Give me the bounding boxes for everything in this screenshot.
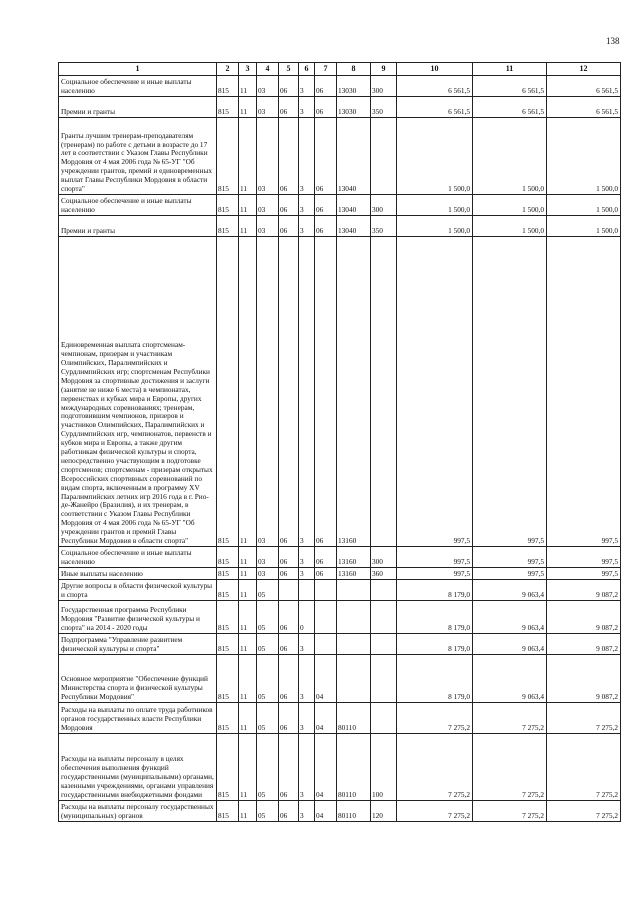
code-cell: 120 (371, 801, 397, 822)
amount-cell: 997,5 (547, 237, 621, 547)
code-cell: 06 (279, 76, 299, 97)
code-cell: 3 (299, 634, 315, 655)
column-header: 4 (257, 63, 279, 76)
budget-table (58, 62, 621, 822)
amount-cell: 8 179,0 (397, 601, 473, 634)
code-cell: 80110 (337, 801, 371, 822)
row-description: Премии и гранты (59, 216, 217, 237)
code-cell: 03 (257, 237, 279, 547)
column-header: 6 (299, 63, 315, 76)
table-row (59, 547, 621, 568)
amount-cell: 997,5 (397, 568, 473, 580)
code-cell: 3 (299, 734, 315, 801)
code-cell: 815 (217, 601, 239, 634)
code-cell (371, 703, 397, 734)
row-description: Подпрограмма "Управление развитием физической культуры и спорта" (59, 634, 217, 655)
code-cell: 815 (217, 216, 239, 237)
code-cell: 815 (217, 97, 239, 118)
code-cell: 0 (299, 601, 315, 634)
code-cell: 13030 (337, 97, 371, 118)
code-cell: 3 (299, 703, 315, 734)
code-cell: 11 (239, 547, 257, 568)
row-description: Основное мероприятие "Обеспечение функций Министерства спорта и физической культуры Республики Мордовия" (59, 655, 217, 703)
row-description: Расходы на выплаты персоналу в целях обеспечения выполнения функций государственными (муниципальными) органами, казенными учреждениями, органами управления государственными внебюджетными фондами (59, 734, 217, 801)
amount-cell: 9 087,2 (547, 634, 621, 655)
code-cell (337, 655, 371, 703)
code-cell: 04 (315, 703, 337, 734)
amount-cell: 7 275,2 (473, 801, 547, 822)
code-cell (371, 655, 397, 703)
table-row (59, 195, 621, 216)
table-row (59, 634, 621, 655)
code-cell: 06 (315, 237, 337, 547)
amount-cell: 7 275,2 (397, 734, 473, 801)
column-header: 1 (59, 63, 217, 76)
table-row (59, 568, 621, 580)
code-cell: 05 (257, 655, 279, 703)
code-cell: 11 (239, 76, 257, 97)
code-cell: 80110 (337, 734, 371, 801)
code-cell: 04 (315, 655, 337, 703)
code-cell: 815 (217, 195, 239, 216)
amount-cell: 997,5 (547, 547, 621, 568)
code-cell (371, 237, 397, 547)
table-row (59, 216, 621, 237)
amount-cell: 7 275,2 (547, 734, 621, 801)
amount-cell: 8 179,0 (397, 580, 473, 601)
code-cell: 04 (315, 734, 337, 801)
amount-cell: 8 179,0 (397, 634, 473, 655)
amount-cell: 6 561,5 (473, 76, 547, 97)
amount-cell: 1 500,0 (397, 118, 473, 195)
code-cell: 3 (299, 76, 315, 97)
amount-cell: 1 500,0 (473, 118, 547, 195)
code-cell: 815 (217, 801, 239, 822)
column-header: 9 (371, 63, 397, 76)
table-row (59, 97, 621, 118)
code-cell: 06 (279, 734, 299, 801)
code-cell (371, 118, 397, 195)
amount-cell: 997,5 (473, 237, 547, 547)
code-cell: 815 (217, 580, 239, 601)
code-cell: 11 (239, 195, 257, 216)
row-description: Расходы на выплаты по оплате труда работников органов государственных власти Республики Мордовия (59, 703, 217, 734)
row-description: Премии и гранты (59, 97, 217, 118)
column-header: 11 (473, 63, 547, 76)
column-header: 7 (315, 63, 337, 76)
amount-cell: 7 275,2 (397, 801, 473, 822)
code-cell (371, 601, 397, 634)
code-cell: 03 (257, 216, 279, 237)
amount-cell: 9 063,4 (473, 601, 547, 634)
code-cell: 815 (217, 547, 239, 568)
code-cell: 11 (239, 580, 257, 601)
code-cell: 06 (315, 568, 337, 580)
code-cell: 3 (299, 216, 315, 237)
table-row (59, 237, 621, 547)
code-cell (337, 601, 371, 634)
code-cell (315, 601, 337, 634)
code-cell: 06 (279, 801, 299, 822)
amount-cell: 7 275,2 (547, 801, 621, 822)
code-cell: 03 (257, 547, 279, 568)
amount-cell: 1 500,0 (397, 216, 473, 237)
column-header: 2 (217, 63, 239, 76)
code-cell: 350 (371, 216, 397, 237)
row-description: Государственная программа Республики Мордовия "Развитие физической культуры и спорта" на 2014 - 2020 годы (59, 601, 217, 634)
amount-cell: 1 500,0 (547, 195, 621, 216)
code-cell: 3 (299, 195, 315, 216)
code-cell: 06 (279, 568, 299, 580)
code-cell: 03 (257, 76, 279, 97)
code-cell: 06 (279, 655, 299, 703)
table-row (59, 655, 621, 703)
row-description: Социальное обеспечение и иные выплаты населению (59, 76, 217, 97)
code-cell: 05 (257, 580, 279, 601)
code-cell: 13160 (337, 547, 371, 568)
code-cell: 05 (257, 734, 279, 801)
page-number: 138 (606, 36, 620, 46)
amount-cell: 7 275,2 (547, 703, 621, 734)
code-cell (315, 634, 337, 655)
table-row (59, 703, 621, 734)
amount-cell: 997,5 (547, 568, 621, 580)
code-cell (371, 580, 397, 601)
code-cell (299, 580, 315, 601)
amount-cell: 7 275,2 (473, 703, 547, 734)
row-description: Гранты лучшим тренерам-преподавателям (тренерам) по работе с детьми в возрасте до 17 лет в соответствии с Указом Главы Республики Мордовия от 4 мая 2006 года № 65-УГ "Об учреждении грантов, премий и единовременных выплат Главы Республики Мордовия в области спорта" (59, 118, 217, 195)
code-cell: 3 (299, 655, 315, 703)
code-cell: 06 (279, 118, 299, 195)
row-description: Социальное обеспечение и иные выплаты населению (59, 195, 217, 216)
amount-cell: 1 500,0 (473, 195, 547, 216)
amount-cell: 997,5 (397, 547, 473, 568)
table-row (59, 801, 621, 822)
column-header: 3 (239, 63, 257, 76)
amount-cell: 997,5 (397, 237, 473, 547)
code-cell: 06 (315, 97, 337, 118)
code-cell: 06 (279, 547, 299, 568)
code-cell: 06 (279, 237, 299, 547)
code-cell (337, 634, 371, 655)
code-cell: 815 (217, 703, 239, 734)
code-cell (371, 634, 397, 655)
code-cell (279, 580, 299, 601)
row-description: Социальное обеспечение и иные выплаты населению (59, 547, 217, 568)
code-cell: 3 (299, 547, 315, 568)
code-cell: 11 (239, 801, 257, 822)
code-cell: 11 (239, 734, 257, 801)
amount-cell: 7 275,2 (473, 734, 547, 801)
code-cell: 815 (217, 655, 239, 703)
column-header: 10 (397, 63, 473, 76)
amount-cell: 6 561,5 (397, 97, 473, 118)
code-cell: 300 (371, 547, 397, 568)
column-header: 8 (337, 63, 371, 76)
table-body (59, 76, 621, 822)
amount-cell: 7 275,2 (397, 703, 473, 734)
code-cell: 815 (217, 634, 239, 655)
amount-cell: 9 087,2 (547, 601, 621, 634)
code-cell: 350 (371, 97, 397, 118)
table-row (59, 580, 621, 601)
code-cell: 06 (315, 216, 337, 237)
code-cell: 11 (239, 655, 257, 703)
code-cell: 100 (371, 734, 397, 801)
code-cell: 13160 (337, 237, 371, 547)
code-cell: 06 (315, 195, 337, 216)
code-cell: 11 (239, 634, 257, 655)
code-cell: 13160 (337, 568, 371, 580)
code-cell: 300 (371, 195, 397, 216)
row-description: Расходы на выплаты персоналу государственных (муниципальных) органов (59, 801, 217, 822)
code-cell: 3 (299, 568, 315, 580)
code-cell: 13040 (337, 216, 371, 237)
code-cell: 815 (217, 118, 239, 195)
code-cell (337, 580, 371, 601)
code-cell: 03 (257, 568, 279, 580)
table-row (59, 601, 621, 634)
code-cell: 05 (257, 801, 279, 822)
code-cell: 3 (299, 237, 315, 547)
code-cell: 11 (239, 601, 257, 634)
code-cell: 815 (217, 568, 239, 580)
amount-cell: 6 561,5 (547, 97, 621, 118)
code-cell: 06 (279, 601, 299, 634)
amount-cell: 9 087,2 (547, 580, 621, 601)
amount-cell: 1 500,0 (397, 195, 473, 216)
code-cell: 06 (279, 703, 299, 734)
code-cell: 11 (239, 568, 257, 580)
code-cell: 05 (257, 601, 279, 634)
amount-cell: 6 561,5 (473, 97, 547, 118)
code-cell: 360 (371, 568, 397, 580)
amount-cell: 8 179,0 (397, 655, 473, 703)
code-cell: 06 (279, 634, 299, 655)
column-header: 5 (279, 63, 299, 76)
code-cell: 03 (257, 97, 279, 118)
code-cell: 11 (239, 703, 257, 734)
code-cell: 05 (257, 634, 279, 655)
code-cell: 06 (315, 76, 337, 97)
code-cell: 13040 (337, 195, 371, 216)
amount-cell: 9 063,4 (473, 634, 547, 655)
column-header: 12 (547, 63, 621, 76)
code-cell: 11 (239, 97, 257, 118)
code-cell: 03 (257, 195, 279, 216)
code-cell: 300 (371, 76, 397, 97)
amount-cell: 997,5 (473, 547, 547, 568)
code-cell: 13040 (337, 118, 371, 195)
amount-cell: 9 063,4 (473, 655, 547, 703)
code-cell (315, 580, 337, 601)
table-row (59, 118, 621, 195)
amount-cell: 9 063,4 (473, 580, 547, 601)
amount-cell: 997,5 (473, 568, 547, 580)
header-row (59, 63, 621, 76)
code-cell: 80110 (337, 703, 371, 734)
code-cell: 815 (217, 76, 239, 97)
code-cell: 06 (315, 118, 337, 195)
code-cell: 3 (299, 118, 315, 195)
code-cell: 815 (217, 237, 239, 547)
table-row (59, 734, 621, 801)
row-description: Другие вопросы в области физической культуры и спорта (59, 580, 217, 601)
code-cell: 06 (279, 195, 299, 216)
code-cell: 3 (299, 97, 315, 118)
code-cell: 11 (239, 216, 257, 237)
amount-cell: 6 561,5 (547, 76, 621, 97)
row-description: Единовременная выплата спортсменам-чемпионам, призерам и участникам Олимпийских, Паралимпийских и Сурдлимпийских игр; спортсменам Республики Мордовия за спортивные достижения и заслуги (занятие не ниже 6 места) в чемпионатах, первенствах и кубках мира и Европы, других международных соревнованиях; тренерам, подготовившим чемпионов, призеров и участников Олимпийских, Паралимпийских и Сурдлимпийских игр, чемпионатов, первенств и кубков мира и Европы, а также другим работникам физической культуры и спорта, непосредственно участвующим в подготовке спортсменов; спортсменам - призерам открытых Всероссийских спортивных соревнований по видам спорта, включенным в программу XV Паралимпийских летних игр 2016 года в г. Рио-де-Жанейро (Бразилия), и их тренерам, в соответствии с Указом Главы Республики Мордовия от 4 мая 2006 года № 65-УГ "Об учреждении грантов и премий Главы Республики Мордовия в области спорта" (59, 237, 217, 547)
code-cell: 11 (239, 237, 257, 547)
row-description: Иные выплаты населению (59, 568, 217, 580)
code-cell: 06 (279, 216, 299, 237)
code-cell: 04 (315, 801, 337, 822)
code-cell: 13030 (337, 76, 371, 97)
amount-cell: 9 087,2 (547, 655, 621, 703)
code-cell: 06 (315, 547, 337, 568)
code-cell: 815 (217, 734, 239, 801)
code-cell: 3 (299, 801, 315, 822)
code-cell: 03 (257, 118, 279, 195)
amount-cell: 6 561,5 (397, 76, 473, 97)
table-row (59, 76, 621, 97)
code-cell: 11 (239, 118, 257, 195)
amount-cell: 1 500,0 (547, 216, 621, 237)
amount-cell: 1 500,0 (473, 216, 547, 237)
code-cell: 05 (257, 703, 279, 734)
code-cell: 06 (279, 97, 299, 118)
amount-cell: 1 500,0 (547, 118, 621, 195)
